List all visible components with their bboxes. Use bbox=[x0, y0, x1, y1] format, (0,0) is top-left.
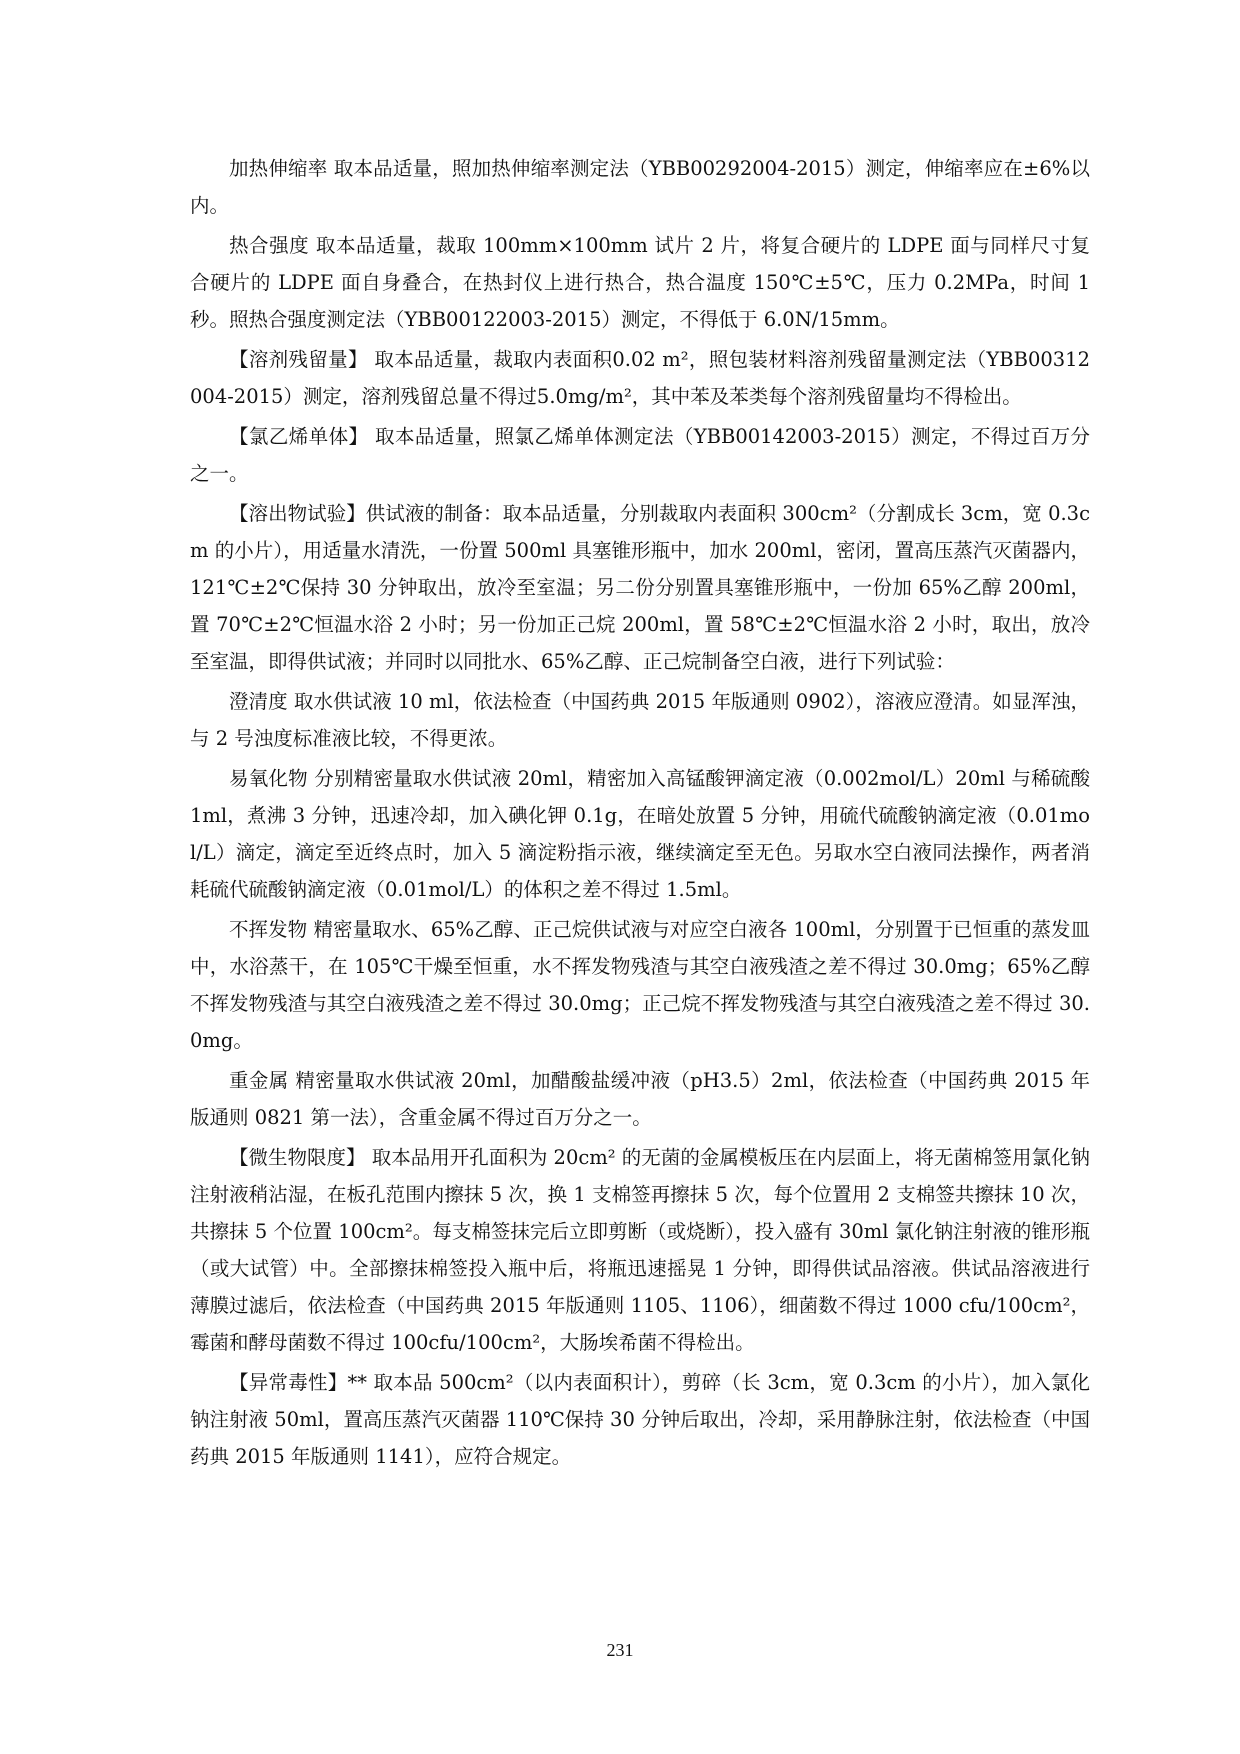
paragraph-heat-shrinkage: 加热伸缩率 取本品适量，照加热伸缩率测定法（YBB00292004-2015）测定，伸缩率应在±6%以内。 bbox=[190, 157, 1090, 217]
paragraph-solvent-residue: 【溶剂残留量】 取本品适量，裁取内表面积0.02 m²，照包装材料溶剂残留量测定法（YBB00312004-2015）测定，溶剂残留总量不得过5.0mg/m²，其中苯及苯类每个溶剂残留量均不得检出。 bbox=[190, 348, 1090, 408]
paragraph-vinyl-chloride-monomer: 【氯乙烯单体】 取本品适量，照氯乙烯单体测定法（YBB00142003-2015）测定，不得过百万分之一。 bbox=[190, 425, 1090, 485]
paragraph-oxidizable-substances: 易氧化物 分别精密量取水供试液 20ml，精密加入高锰酸钾滴定液（0.002mol/L）20ml 与稀硫酸 1ml，煮沸 3 分钟，迅速冷却，加入碘化钾 0.1g，在暗处放置 5 分钟，用硫代硫酸钠滴定液（0.01mol/L）滴定，滴定至近终点时，加入 5 滴淀粉指示液，继续滴定至无色。另取水空白液同法操作，两者消耗硫代硫酸钠滴定液（0.01mol/L）的体积之差不得过 1.5ml。 bbox=[190, 767, 1090, 901]
paragraph-heat-seal-strength: 热合强度 取本品适量，裁取 100mm×100mm 试片 2 片，将复合硬片的 LDPE 面与同样尺寸复合硬片的 LDPE 面自身叠合，在热封仪上进行热合，热合温度 150℃±5℃，压力 0.2MPa，时间 1 秒。照热合强度测定法（YBB00122003-2015）测定，不得低于 6.0N/15mm。 bbox=[190, 234, 1090, 331]
paragraph-extractables-test: 【溶出物试验】供试液的制备：取本品适量，分别裁取内表面积 300cm²（分割成长 3cm，宽 0.3cm 的小片），用适量水清洗，一份置 500ml 具塞锥形瓶中，加水 200ml，密闭，置高压蒸汽灭菌器内，121℃±2℃保持 30 分钟取出，放冷至室温；另二份分别置具塞锥形瓶中，一份加 65%乙醇 200ml，置 70℃±2℃恒温水浴 2 小时；另一份加正己烷 200ml，置 58℃±2℃恒温水浴 2 小时，取出，放冷至室温，即得供试液；并同时以同批水、65%乙醇、正己烷制备空白液，进行下列试验： bbox=[190, 502, 1090, 673]
paragraph-microbial-limit: 【微生物限度】 取本品用开孔面积为 20cm² 的无菌的金属模板压在内层面上，将无菌棉签用氯化钠注射液稍沾湿，在板孔范围内擦抹 5 次，换 1 支棉签再擦抹 5 次，每个位置用 2 支棉签共擦抹 10 次，共擦抹 5 个位置 100cm²。每支棉签抹完后立即剪断（或烧断），投入盛有 30ml 氯化钠注射液的锥形瓶（或大试管）中。全部擦抹棉签投入瓶中后，将瓶迅速摇晃 1 分钟，即得供试品溶液。供试品溶液进行薄膜过滤后，依法检查（中国药典 2015 年版通则 1105、1106），细菌数不得过 1000 cfu/100cm²，霉菌和酵母菌数不得过 100cfu/100cm²，大肠埃希菌不得检出。 bbox=[190, 1146, 1090, 1354]
paragraph-abnormal-toxicity: 【异常毒性】** 取本品 500cm²（以内表面积计），剪碎（长 3cm，宽 0.3cm 的小片），加入氯化钠注射液 50ml，置高压蒸汽灭菌器 110℃保持 30 分钟后取出，冷却，采用静脉注射，依法检查（中国药典 2015 年版通则 1141），应符合规定。 bbox=[190, 1371, 1090, 1468]
paragraph-clarity: 澄清度 取水供试液 10 ml，依法检查（中国药典 2015 年版通则 0902），溶液应澄清。如显浑浊，与 2 号浊度标准液比较，不得更浓。 bbox=[190, 690, 1090, 750]
paragraph-heavy-metals: 重金属 精密量取水供试液 20ml，加醋酸盐缓冲液（pH3.5）2ml，依法检查（中国药典 2015 年版通则 0821 第一法），含重金属不得过百万分之一。 bbox=[190, 1069, 1090, 1129]
paragraph-nonvolatile-matter: 不挥发物 精密量取水、65%乙醇、正己烷供试液与对应空白液各 100ml，分别置于已恒重的蒸发皿中，水浴蒸干，在 105℃干燥至恒重，水不挥发物残渣与其空白液残渣之差不得过 30.0mg；65%乙醇不挥发物残渣与其空白液残渣之差不得过 30.0mg；正己烷不挥发物残渣与其空白液残渣之差不得过 30.0mg。 bbox=[190, 918, 1090, 1052]
document-body bbox=[190, 150, 1090, 1478]
page-number: 231 bbox=[606, 1640, 634, 1660]
